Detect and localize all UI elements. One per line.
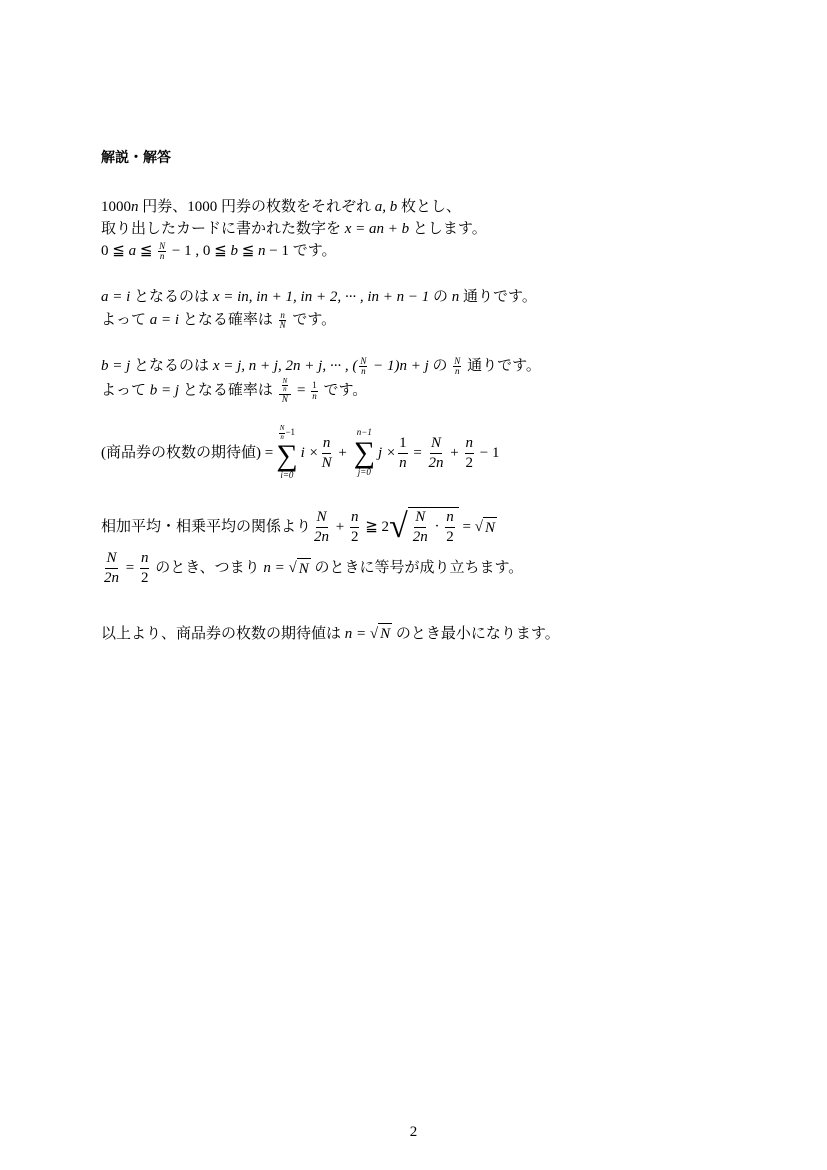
expectation-equation — [101, 418, 499, 488]
fraction — [412, 508, 429, 547]
radicand: N — [297, 558, 311, 579]
radical-sign: √ — [288, 560, 297, 576]
numerator: 1 — [398, 434, 408, 454]
math: j × — [378, 445, 397, 461]
text: 相加平均・相乗平均の関係より — [101, 519, 312, 535]
numerator: n — [465, 434, 475, 454]
text: (商品券の枚数の期待値) = — [101, 445, 274, 461]
denominator: 2 — [140, 569, 149, 586]
text: ≦ — [136, 243, 157, 259]
math: x = an + b — [344, 221, 410, 237]
math: a, b — [374, 199, 398, 215]
fraction — [140, 549, 150, 588]
text: ≧ 2 — [361, 519, 390, 535]
fraction — [321, 434, 333, 473]
math: i × — [300, 445, 319, 461]
numerator: n — [350, 508, 360, 528]
math: b — [230, 243, 238, 259]
math: b = j — [101, 358, 131, 374]
text: の — [428, 358, 452, 374]
text: 0 ≦ — [101, 243, 129, 259]
text: 以上より、商品券の枚数の期待値は — [101, 626, 345, 642]
fraction — [445, 508, 455, 547]
text: のとき、つまり — [151, 560, 264, 576]
denominator: 2n — [412, 529, 428, 545]
math: − 1)n + j — [369, 358, 429, 374]
page-number: 2 — [409, 1124, 418, 1140]
text: 枚とし、 — [397, 199, 462, 215]
numerator: n — [140, 549, 150, 569]
fraction — [103, 549, 120, 588]
text-line — [101, 378, 367, 404]
text: 取り出したカードに書かれた数字を — [101, 221, 345, 237]
text: ≦ — [237, 243, 259, 259]
math: n = — [344, 626, 370, 642]
text: となるのは — [130, 358, 213, 374]
denominator: n — [280, 432, 284, 441]
text: 通りです。 — [463, 358, 541, 374]
math: b = j — [149, 382, 180, 399]
text: 円券、1000 円券の枚数をそれぞれ — [138, 199, 375, 215]
text: のとき最小になります。 — [392, 626, 560, 642]
numerator: N — [316, 508, 328, 528]
text: = — [409, 445, 426, 461]
text: となる確率は — [179, 312, 277, 328]
text: です。 — [288, 312, 337, 328]
math: a = i — [149, 312, 180, 328]
denominator: n — [159, 251, 165, 262]
conclusion-line — [101, 623, 560, 644]
numerator: N — [430, 434, 442, 454]
fraction — [428, 434, 445, 473]
math: n = — [263, 560, 289, 576]
denominator: 2n — [428, 454, 444, 471]
numerator: N — [454, 355, 461, 366]
text-line — [101, 356, 541, 377]
numerator: n — [322, 434, 332, 454]
text: + — [446, 445, 463, 461]
numerator: n — [280, 309, 285, 320]
numerator: N — [159, 240, 166, 251]
denominator: 2 — [465, 454, 473, 471]
numerator: N — [105, 549, 117, 569]
numerator — [279, 378, 292, 395]
denominator: N — [281, 393, 288, 404]
numerator: N — [282, 377, 288, 385]
upper-limit: n−1 — [356, 427, 372, 438]
numerator: N — [414, 508, 426, 528]
fraction — [313, 508, 330, 547]
numerator: N — [279, 424, 285, 433]
denominator: N — [321, 454, 332, 471]
text: + — [334, 445, 351, 461]
fraction — [398, 434, 408, 473]
text: の — [429, 289, 452, 305]
fraction — [453, 357, 461, 377]
text: のときに等号が成り立ちます。 — [310, 560, 524, 576]
text: = — [122, 560, 138, 576]
text-line — [101, 219, 487, 239]
text: 1000 — [101, 199, 131, 215]
denominator: 2 — [350, 528, 359, 545]
radicand: N — [378, 623, 392, 644]
numerator: N — [360, 355, 367, 366]
math: n — [131, 199, 139, 215]
text: − 1 です。 — [265, 243, 337, 259]
lower-limit: i=0 — [280, 469, 294, 480]
text: + — [332, 519, 348, 535]
denominator: n — [312, 390, 317, 401]
text: = — [293, 382, 310, 399]
text: − 1 , 0 ≦ — [168, 243, 231, 259]
lower-limit: j=0 — [357, 467, 371, 477]
radicand: N — [483, 517, 497, 538]
equality-condition-line — [101, 546, 523, 590]
summation-j — [354, 428, 375, 478]
denominator: n — [283, 385, 287, 394]
radical-sign: √ — [389, 508, 408, 545]
text-line — [101, 241, 337, 262]
fraction — [279, 311, 287, 331]
fraction — [279, 378, 292, 404]
fraction — [282, 378, 289, 394]
denominator: n — [399, 454, 407, 471]
numerator: n — [445, 508, 455, 528]
text: = — [458, 519, 475, 535]
text: となる確率は — [179, 382, 277, 399]
denominator: 2 — [446, 529, 454, 545]
fraction — [350, 508, 360, 547]
fraction — [359, 357, 367, 377]
denominator: N — [279, 320, 286, 331]
text: · — [430, 518, 444, 535]
numerator: 1 — [312, 380, 317, 391]
fraction — [311, 381, 318, 401]
text: − 1 — [476, 445, 500, 461]
text: よって — [101, 382, 150, 399]
radical-sign: √ — [369, 626, 379, 642]
text: となるのは — [130, 289, 213, 305]
text: です。 — [319, 382, 368, 399]
amgm-line — [101, 505, 497, 549]
fraction — [465, 434, 475, 473]
math: n — [451, 289, 460, 305]
radicand — [408, 507, 459, 547]
denominator: 2n — [314, 528, 330, 545]
text: −1 — [285, 427, 296, 438]
text-line — [101, 310, 336, 331]
math: n — [258, 243, 266, 259]
text: とします。 — [409, 221, 487, 237]
radical-sign: √ — [474, 519, 483, 535]
text-line — [101, 197, 461, 217]
denominator: 2n — [104, 569, 119, 586]
denominator: n — [455, 366, 460, 377]
denominator: n — [361, 366, 366, 377]
fraction — [158, 242, 166, 262]
math: x = j, n + j, 2n + j, ··· , ( — [212, 358, 358, 374]
text-line — [101, 287, 537, 307]
text: よって — [101, 312, 150, 328]
math: x = in, in + 1, in + 2, ··· , in + n − 1 — [212, 289, 430, 305]
sigma-symbol: ∑ — [353, 436, 376, 469]
sigma-symbol: ∑ — [276, 438, 298, 472]
text: 通りです。 — [459, 289, 537, 305]
section-title: 解説・解答 — [101, 150, 171, 166]
math: a — [128, 243, 137, 259]
square-root — [389, 507, 459, 547]
summation-i — [276, 425, 297, 481]
math: a = i — [101, 289, 131, 305]
